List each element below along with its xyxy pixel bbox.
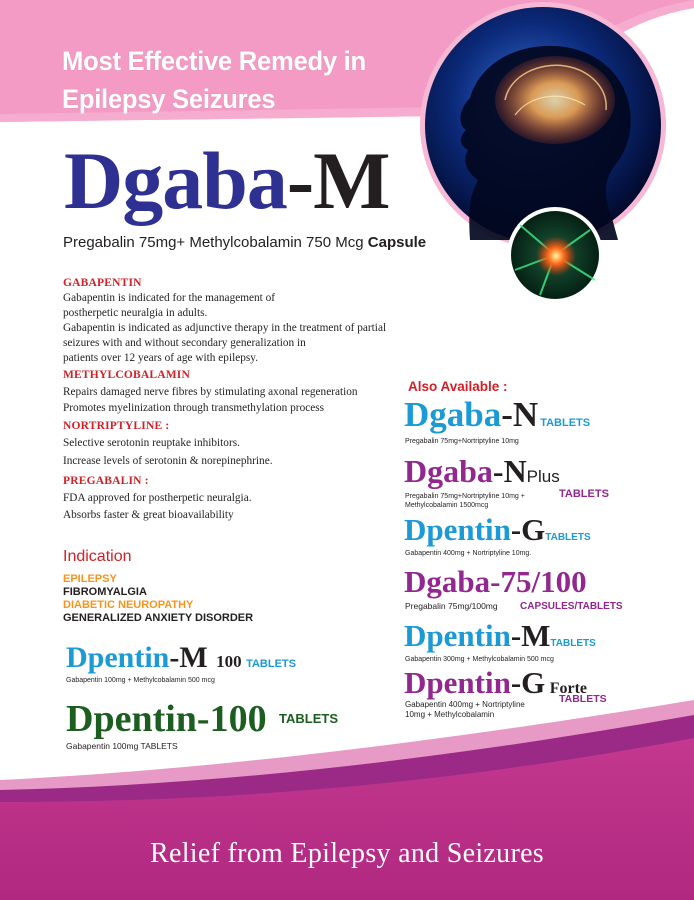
product-composition: Gabapentin 400mg + Nortriptyline xyxy=(405,700,525,709)
product-form: TABLETS xyxy=(550,638,596,649)
product-dgaba-75-100: Dgaba-75/100 xyxy=(404,564,587,599)
section-line: Repairs damaged nerve fibres by stimulating axonal regeneration xyxy=(63,386,358,398)
product-composition: Pregabalin 75mg+Nortriptyline 10mg xyxy=(405,438,519,445)
section-line: Promotes myelinization through transmethylation process xyxy=(63,402,325,414)
product-composition: Methylcobalamin 1500mcg xyxy=(405,502,489,509)
section-line: FDA approved for postherpetic neuralgia. xyxy=(63,492,252,504)
product-strength: Forte xyxy=(549,680,588,697)
product-dgaba-n-plus xyxy=(404,455,560,487)
brand-suffix: -M xyxy=(286,135,390,226)
product-dpentin-m-100 xyxy=(66,643,296,673)
section-line: seizures with and without secondary generalization in xyxy=(63,337,306,349)
product-composition: Gabapentin 100mg TABLETS xyxy=(66,741,178,751)
section-title-methylcobalamin: METHYLCOBALAMIN xyxy=(63,369,190,381)
product-suffix: -M xyxy=(169,641,208,674)
product-composition: Gabapentin 400mg + Nortriptyline 10mg. xyxy=(405,550,532,557)
product-dpentin-g xyxy=(404,514,591,545)
product-plus: Plus xyxy=(526,467,560,486)
product-composition: Gabapentin 100mg + Methylcobalamin 500 mcg xyxy=(66,677,215,684)
product-prefix: Dpentin xyxy=(66,641,170,674)
product-suffix: -N xyxy=(501,395,539,434)
product-prefix: Dpentin xyxy=(404,618,511,653)
brand-composition-main: Pregabalin 75mg+ Methylcobalamin 750 Mcg xyxy=(63,234,364,251)
product-dgaba-n xyxy=(404,397,590,432)
indication-item: EPILEPSY xyxy=(63,573,117,585)
headline-line-1: Most Effective Remedy in xyxy=(62,46,366,76)
brand-prefix: Dgaba xyxy=(64,135,287,226)
product-composition: 10mg + Methylcobalamin xyxy=(405,710,495,719)
indication-item: FIBROMYALGIA xyxy=(63,586,147,598)
product-form: TABLETS xyxy=(559,488,609,500)
section-title-nortriptyline: NORTRIPTYLINE : xyxy=(63,420,170,432)
product-prefix: Dpentin xyxy=(404,665,511,700)
product-suffix: -N xyxy=(492,453,527,489)
section-line: patients over 12 years of age with epilepsy. xyxy=(63,352,259,364)
product-dpentin-m xyxy=(404,620,596,651)
section-line: Gabapentin is indicated as adjunctive therapy in the treatment of partial xyxy=(63,322,387,334)
product-composition: Gabapentin 300mg + Methylcobalamin 500 mcg xyxy=(405,656,554,663)
product-composition: Pregabalin 75mg/100mg xyxy=(405,601,498,611)
product-form: TABLETS xyxy=(559,693,607,705)
product-form: TABLETS xyxy=(246,658,296,670)
product-suffix: -M xyxy=(510,618,551,653)
brand-title xyxy=(64,135,390,226)
section-line: Selective serotonin reuptake inhibitors. xyxy=(63,437,240,449)
product-form: TABLETS xyxy=(545,532,591,543)
product-form: TABLETS xyxy=(540,417,591,429)
section-line: Increase levels of serotonin & norepinephrine. xyxy=(63,455,273,467)
brand-composition-form: Capsule xyxy=(367,234,427,251)
product-strength: 100 xyxy=(216,652,242,671)
also-available-heading: Also Available : xyxy=(408,379,508,394)
footer-tagline: Relief from Epilepsy and Seizures xyxy=(149,838,544,869)
brand-composition xyxy=(63,234,426,251)
product-suffix: -G xyxy=(510,665,546,700)
section-title-gabapentin: GABAPENTIN xyxy=(63,277,142,289)
section-line: postherpetic neuralgia in adults. xyxy=(63,307,208,319)
product-prefix: Dpentin xyxy=(404,512,511,547)
product-name: Dpentin-100 xyxy=(66,698,267,740)
product-suffix: -G xyxy=(510,512,546,547)
indication-item: GENERALIZED ANXIETY DISORDER xyxy=(63,612,254,624)
indication-item: DIABETIC NEUROPATHY xyxy=(63,599,194,611)
product-form: CAPSULES/TABLETS xyxy=(520,601,623,612)
product-prefix: Dgaba xyxy=(404,453,493,489)
product-form: TABLETS xyxy=(279,711,339,726)
product-prefix: Dgaba xyxy=(404,395,502,434)
neuron-illustration xyxy=(507,207,603,303)
section-line: Absorbs faster & great bioavailability xyxy=(63,509,234,521)
headline-line-2: Epilepsy Seizures xyxy=(62,84,276,114)
indication-heading: Indication xyxy=(63,548,132,565)
product-dpentin-100 xyxy=(66,700,338,738)
section-line: Gabapentin is indicated for the management of xyxy=(63,292,276,304)
product-composition: Pregabalin 75mg+Nortriptyline 10mg + xyxy=(405,493,525,500)
section-title-pregabalin: PREGABALIN : xyxy=(63,475,149,487)
